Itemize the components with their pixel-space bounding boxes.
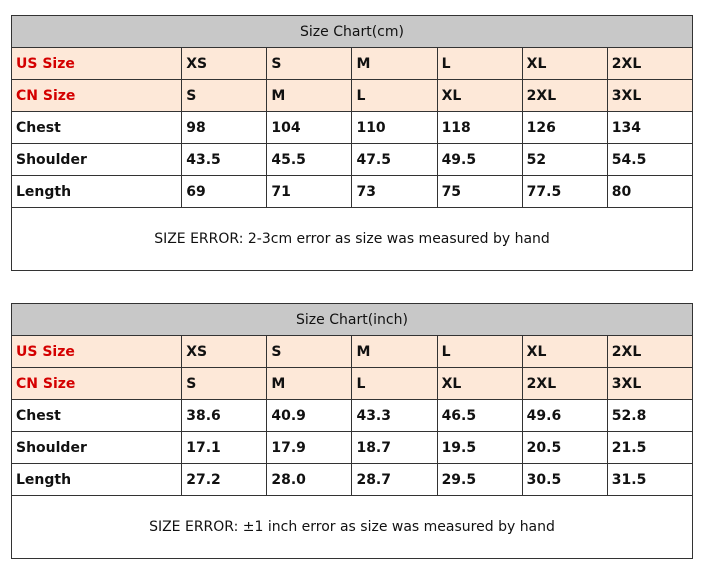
table-cell: 52 bbox=[522, 144, 607, 176]
row-label: Chest bbox=[12, 400, 182, 432]
table-cell: 110 bbox=[352, 112, 437, 144]
table-cell: S bbox=[267, 336, 352, 368]
table-row bbox=[12, 176, 693, 208]
table-cell: 20.5 bbox=[522, 432, 607, 464]
table-cell: 2XL bbox=[522, 368, 607, 400]
table-cell: 2XL bbox=[607, 48, 692, 80]
row-label: Chest bbox=[12, 112, 182, 144]
table-cell: 75 bbox=[437, 176, 522, 208]
row-label: US Size bbox=[12, 336, 182, 368]
table-cell: 98 bbox=[182, 112, 267, 144]
table-cell: 17.1 bbox=[182, 432, 267, 464]
table-cell: M bbox=[267, 80, 352, 112]
table-cell: 49.5 bbox=[437, 144, 522, 176]
size-error-note: SIZE ERROR: 2-3cm error as size was measured by hand bbox=[12, 208, 693, 271]
table-cell: 47.5 bbox=[352, 144, 437, 176]
row-label: Shoulder bbox=[12, 144, 182, 176]
size-table-inch bbox=[11, 303, 693, 559]
table-cell: XL bbox=[522, 48, 607, 80]
table-cell: L bbox=[437, 336, 522, 368]
table-cell: 73 bbox=[352, 176, 437, 208]
table-cell: S bbox=[267, 48, 352, 80]
table-cell: 3XL bbox=[607, 368, 692, 400]
size-chart-cm bbox=[11, 15, 693, 271]
table-cell: S bbox=[182, 368, 267, 400]
table-row bbox=[12, 80, 693, 112]
table-cell: 54.5 bbox=[607, 144, 692, 176]
table-cell: 134 bbox=[607, 112, 692, 144]
row-label: Shoulder bbox=[12, 432, 182, 464]
table-cell: 52.8 bbox=[607, 400, 692, 432]
table-cell: 31.5 bbox=[607, 464, 692, 496]
size-table-cm bbox=[11, 15, 693, 271]
table-cell: M bbox=[352, 336, 437, 368]
table-row bbox=[12, 336, 693, 368]
table-cell: XL bbox=[522, 336, 607, 368]
row-label: CN Size bbox=[12, 368, 182, 400]
table-cell: 126 bbox=[522, 112, 607, 144]
table-cell: M bbox=[267, 368, 352, 400]
row-label: CN Size bbox=[12, 80, 182, 112]
table-cell: 40.9 bbox=[267, 400, 352, 432]
table-cell: L bbox=[437, 48, 522, 80]
chart-title: Size Chart(cm) bbox=[12, 16, 693, 48]
table-cell: 29.5 bbox=[437, 464, 522, 496]
row-label: US Size bbox=[12, 48, 182, 80]
table-cell: 3XL bbox=[607, 80, 692, 112]
row-label: Length bbox=[12, 176, 182, 208]
table-row bbox=[12, 464, 693, 496]
row-label: Length bbox=[12, 464, 182, 496]
table-row bbox=[12, 400, 693, 432]
chart-title: Size Chart(inch) bbox=[12, 304, 693, 336]
table-row bbox=[12, 48, 693, 80]
table-cell: 43.3 bbox=[352, 400, 437, 432]
table-cell: 118 bbox=[437, 112, 522, 144]
size-chart-inch bbox=[11, 303, 693, 559]
table-cell: L bbox=[352, 368, 437, 400]
table-cell: 104 bbox=[267, 112, 352, 144]
table-cell: XS bbox=[182, 336, 267, 368]
table-cell: 69 bbox=[182, 176, 267, 208]
table-cell: 30.5 bbox=[522, 464, 607, 496]
table-cell: M bbox=[352, 48, 437, 80]
table-cell: 45.5 bbox=[267, 144, 352, 176]
table-row bbox=[12, 144, 693, 176]
table-cell: 28.0 bbox=[267, 464, 352, 496]
table-cell: 71 bbox=[267, 176, 352, 208]
table-cell: 80 bbox=[607, 176, 692, 208]
table-cell: 43.5 bbox=[182, 144, 267, 176]
table-cell: XL bbox=[437, 80, 522, 112]
table-cell: XL bbox=[437, 368, 522, 400]
table-cell: 21.5 bbox=[607, 432, 692, 464]
table-row bbox=[12, 432, 693, 464]
table-cell: 19.5 bbox=[437, 432, 522, 464]
table-cell: 2XL bbox=[522, 80, 607, 112]
table-cell: 49.6 bbox=[522, 400, 607, 432]
table-cell: 28.7 bbox=[352, 464, 437, 496]
table-cell: 27.2 bbox=[182, 464, 267, 496]
size-error-note: SIZE ERROR: ±1 inch error as size was measured by hand bbox=[12, 496, 693, 559]
table-cell: L bbox=[352, 80, 437, 112]
table-cell: XS bbox=[182, 48, 267, 80]
table-cell: 2XL bbox=[607, 336, 692, 368]
table-cell: 46.5 bbox=[437, 400, 522, 432]
table-cell: 18.7 bbox=[352, 432, 437, 464]
table-row bbox=[12, 112, 693, 144]
table-cell: 17.9 bbox=[267, 432, 352, 464]
table-cell: 38.6 bbox=[182, 400, 267, 432]
table-cell: S bbox=[182, 80, 267, 112]
table-row bbox=[12, 368, 693, 400]
table-cell: 77.5 bbox=[522, 176, 607, 208]
